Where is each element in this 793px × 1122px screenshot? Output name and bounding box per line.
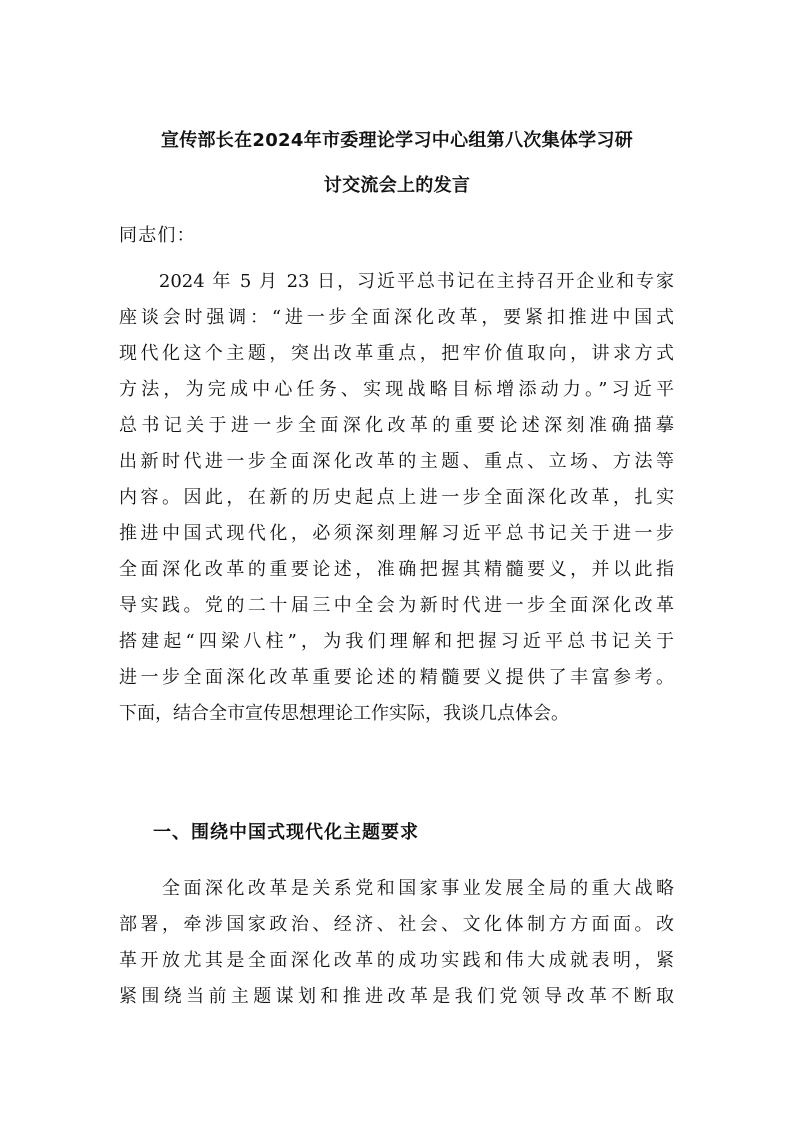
document-title-line-2: 讨交流会上的发言	[323, 175, 471, 196]
paragraph-line: 进一步全面深化改革重要论述的精髓要义提供了丰富参考。	[119, 667, 674, 688]
paragraph-line: 全面深化改革的重要论述，准确把握其精髓要义，并以此指	[119, 559, 674, 580]
paragraph-line: 方法，为完成中心任务、实现战略目标增添动力。”习近平	[119, 379, 674, 400]
paragraph-2	[119, 871, 674, 1015]
salutation: 同志们：	[119, 225, 196, 246]
paragraph-line: 下面，结合全市宣传思想理论工作实际，我谈几点体会。	[119, 703, 569, 724]
paragraph-line: 推进中国式现代化，必须深刻理解习近平总书记关于进一步	[119, 523, 674, 544]
paragraph-line: 全面深化改革是关系党和国家事业发展全局的重大战略	[119, 878, 674, 899]
paragraph-line: 座谈会时强调：“进一步全面深化改革，要紧扣推进中国式	[119, 307, 674, 328]
paragraph-1	[119, 264, 674, 732]
paragraph-line: 革开放尤其是全面深化改革的成功实践和伟大成就表明，紧	[119, 950, 674, 971]
paragraph-line: 搭建起“四梁八柱”，为我们理解和把握习近平总书记关于	[119, 631, 674, 652]
paragraph-line: 紧围绕当前主题谋划和推进改革是我们党领导改革不断取	[119, 986, 674, 1007]
document-title-line-1: 宣传部长在2024年市委理论学习中心组第八次集体学习研	[160, 130, 634, 151]
paragraph-line: 部署，牵涉国家政治、经济、社会、文化体制方方面面。改	[119, 914, 674, 935]
paragraph-line: 导实践。党的二十届三中全会为新时代进一步全面深化改革	[119, 595, 674, 616]
paragraph-line: 总书记关于进一步全面深化改革的重要论述深刻准确描摹	[119, 415, 674, 436]
section-heading-1: 一、围绕中国式现代化主题要求	[153, 822, 419, 843]
paragraph-line: 现代化这个主题，突出改革重点，把牢价值取向，讲求方式	[119, 343, 674, 364]
paragraph-line: 出新时代进一步全面深化改革的主题、重点、立场、方法等	[119, 451, 674, 472]
paragraph-line: 内容。因此，在新的历史起点上进一步全面深化改革，扎实	[119, 487, 674, 508]
paragraph-line: 2024 年 5 月 23 日，习近平总书记在主持召开企业和专家	[119, 271, 674, 292]
